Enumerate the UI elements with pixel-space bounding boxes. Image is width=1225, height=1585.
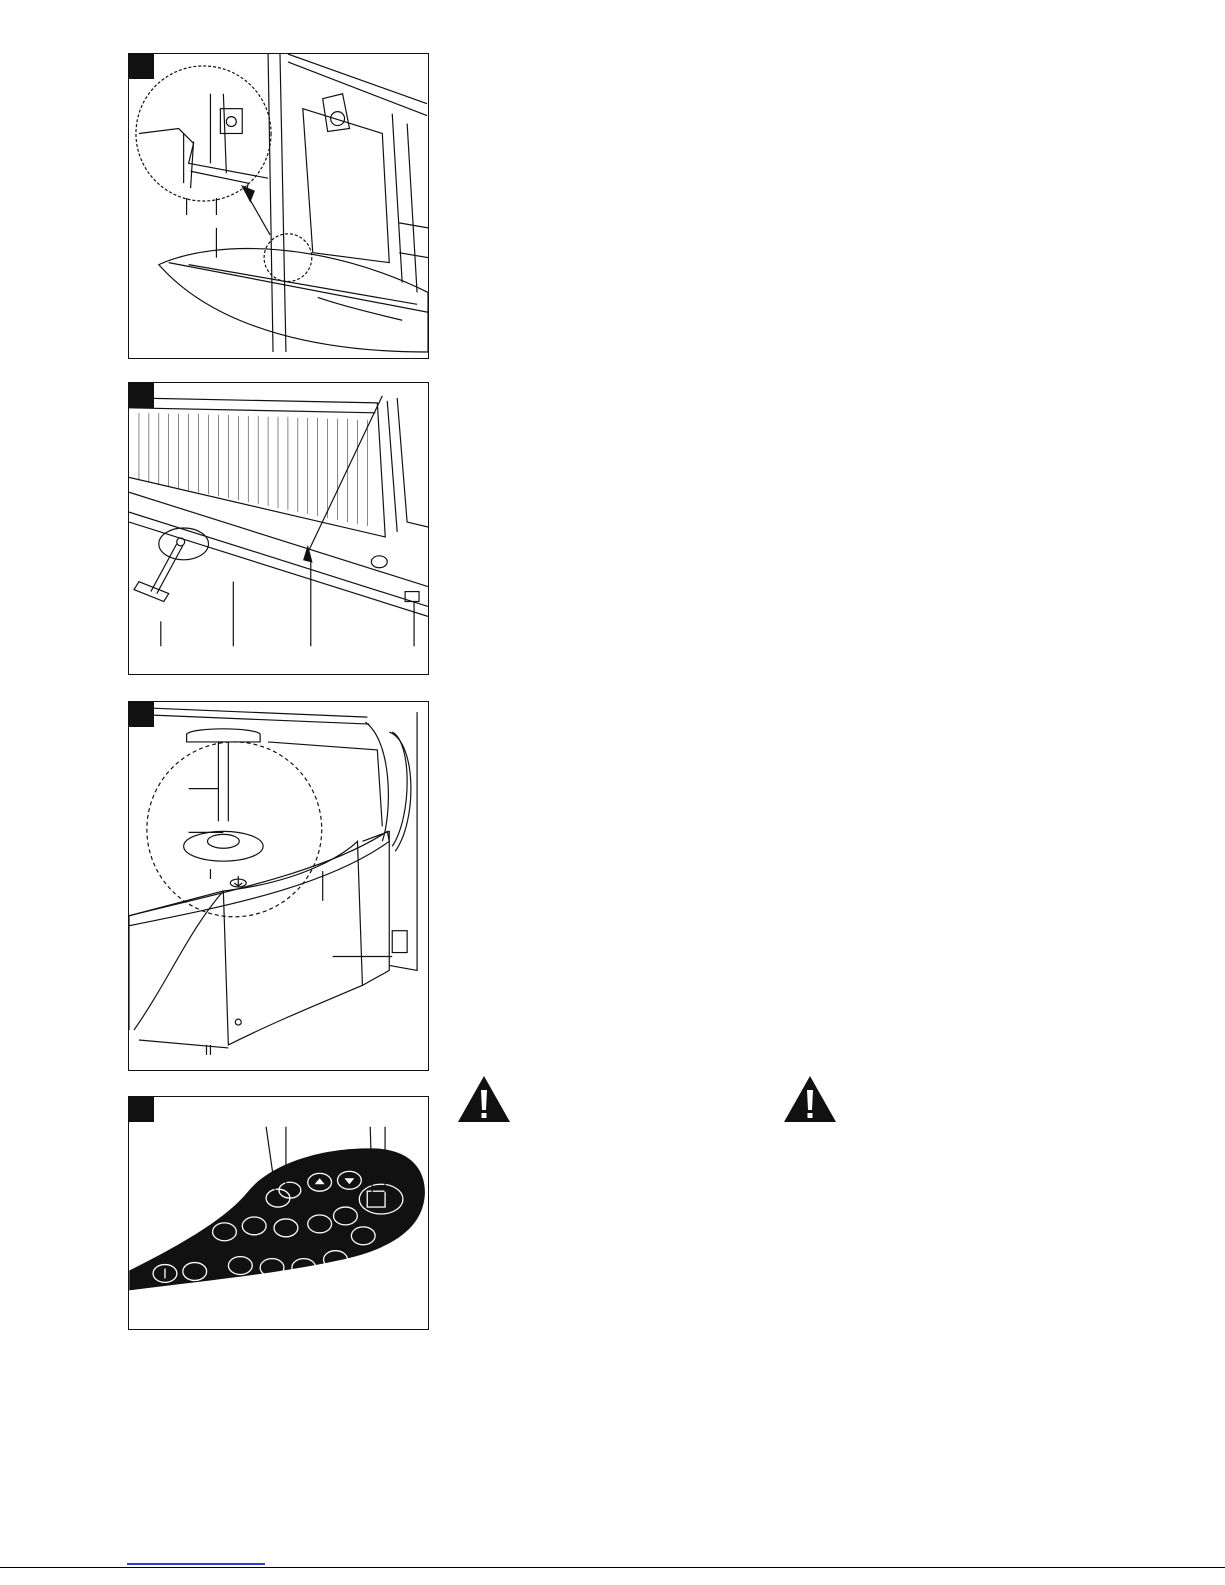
footer-link[interactable]: [127, 1563, 265, 1565]
footer-rule: [0, 1567, 1225, 1568]
figure-3: [128, 701, 429, 1071]
warning-triangle-icon: [782, 1074, 838, 1124]
figure-1-illustration: [129, 54, 428, 358]
warning-left: [456, 1074, 512, 1124]
control-panel: [129, 1148, 425, 1290]
figure-number-marker: [129, 702, 154, 727]
figure-number-marker: [129, 1097, 154, 1122]
warning-triangle-icon: [456, 1074, 512, 1124]
warning-right: [782, 1074, 838, 1124]
figure-2-illustration: [129, 383, 428, 674]
figure-1: [128, 53, 429, 359]
figure-4-illustration: [129, 1097, 428, 1329]
figure-3-illustration: [129, 702, 428, 1070]
figure-number-marker: [129, 383, 154, 408]
figure-2: [128, 382, 429, 675]
figure-4: [128, 1096, 429, 1330]
figure-number-marker: [129, 54, 154, 79]
